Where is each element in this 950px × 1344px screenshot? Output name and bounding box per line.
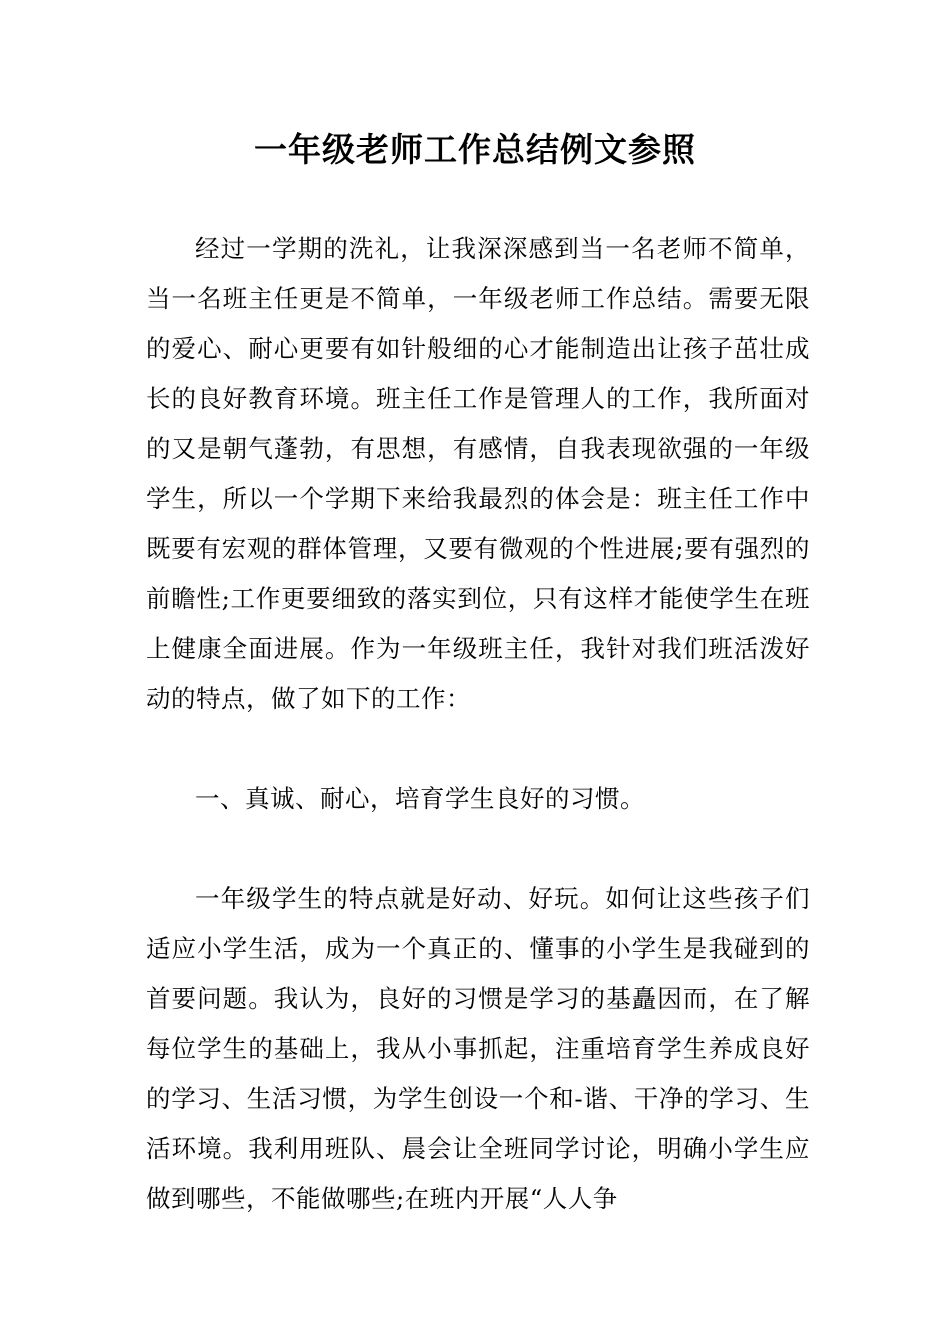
section-heading-1: 一、真诚、耐心，培育学生良好的习惯。: [195, 784, 645, 813]
paragraph-section-1: 一年级学生的特点就是好动、好玩。如何让这些孩子们适应小学生活，成为一个真正的、懂事的小学生是我碰到的首要问题。我认为，良好的习惯是学习的基矗因而，在了解每位学生的基础上，我从小事抓起，注重培育学生养成良好的学习、生活习惯，为学生创设一个和-谐、干净的学习、生活环境。我利用班队、晨会让全班同学讨论，明确小学生应做到哪些，不能做哪些;在班内开展“人人争: [146, 884, 810, 1213]
document-title: 一年级老师工作总结例文参照: [254, 130, 696, 169]
paragraph-intro: 经过一学期的洗礼，让我深深感到当一名老师不简单，当一名班主任更是不简单，一年级老师工作总结。需要无限的爱心、耐心更要有如针般细的心才能制造出让孩子茁壮成长的良好教育环境。班主任工作是管理人的工作，我所面对的又是朝气蓬勃，有思想，有感情，自我表现欲强的一年级学生，所以一个学期下来给我最烈的体会是：班主任工作中既要有宏观的群体管理，又要有微观的个性进展;要有强烈的前瞻性;工作更要细致的落实到位，只有这样才能使学生在班上健康全面进展。作为一年级班主任，我针对我们班活泼好动的特点，做了如下的工作：: [146, 234, 810, 713]
